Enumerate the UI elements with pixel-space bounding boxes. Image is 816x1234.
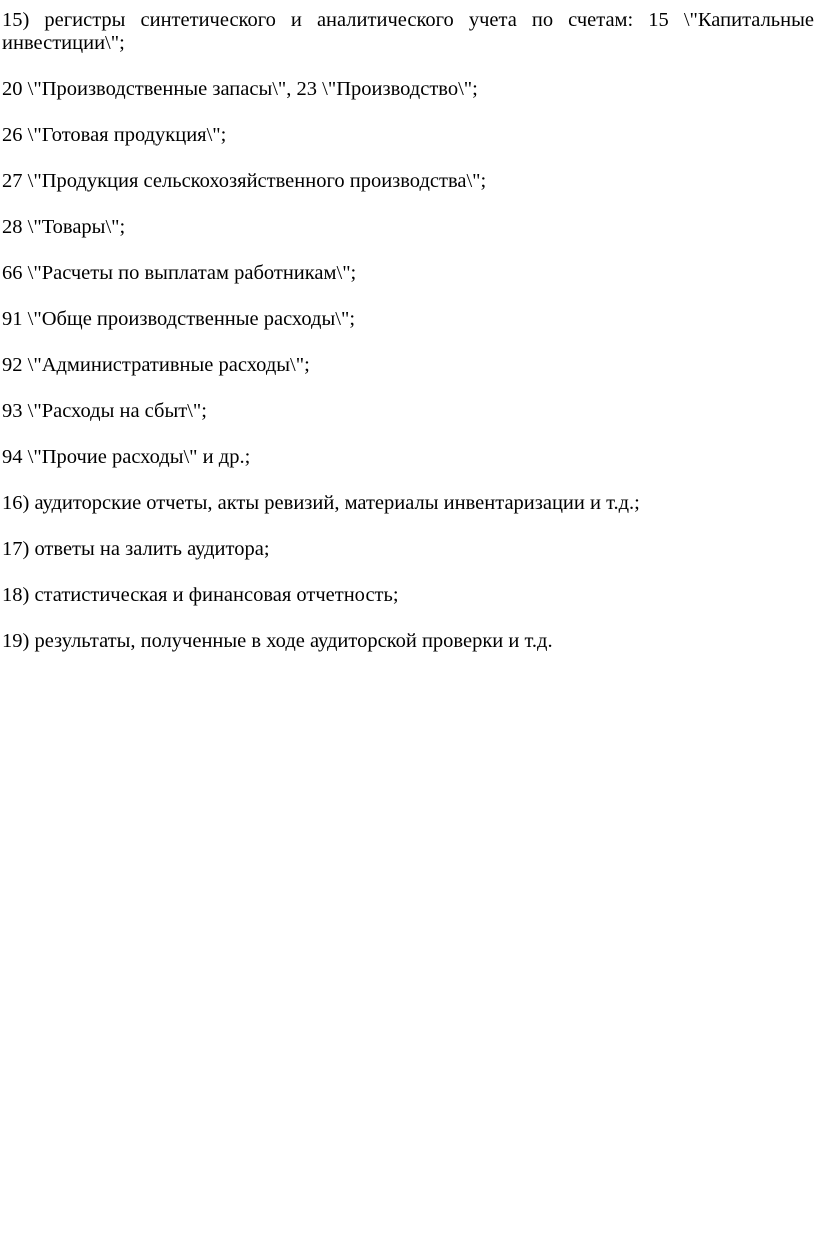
paragraph-account-94: 94 \"Прочие расходы\" и др.; (2, 446, 251, 468)
paragraph-account-20-23: 20 \"Производственные запасы\", 23 \"Производство\"; (2, 78, 478, 100)
paragraph-item-15: 15) регистры синтетического и аналитического учета по счетам: 15 \"Капитальные инвестиции\"; (2, 9, 814, 54)
document-text (2, 9, 814, 653)
paragraph-item-16: 16) аудиторские отчеты, акты ревизий, материалы инвентаризации и т.д.; (2, 492, 640, 514)
paragraph-item-19: 19) результаты, полученные в ходе аудиторской проверки и т.д. (2, 630, 553, 652)
paragraph-account-27: 27 \"Продукция сельскохозяйственного производства\"; (2, 170, 487, 192)
paragraph-item-18: 18) статистическая и финансовая отчетность; (2, 584, 399, 606)
paragraph-item-17: 17) ответы на залить аудитора; (2, 538, 270, 560)
paragraph-account-92: 92 \"Административные расходы\"; (2, 354, 310, 376)
paragraph-account-28: 28 \"Товары\"; (2, 216, 126, 238)
paragraph-account-66: 66 \"Расчеты по выплатам работникам\"; (2, 262, 357, 284)
paragraph-account-91: 91 \"Обще производственные расходы\"; (2, 308, 356, 330)
paragraph-account-93: 93 \"Расходы на сбыт\"; (2, 400, 207, 422)
paragraph-account-26: 26 \"Готовая продукция\"; (2, 124, 227, 146)
